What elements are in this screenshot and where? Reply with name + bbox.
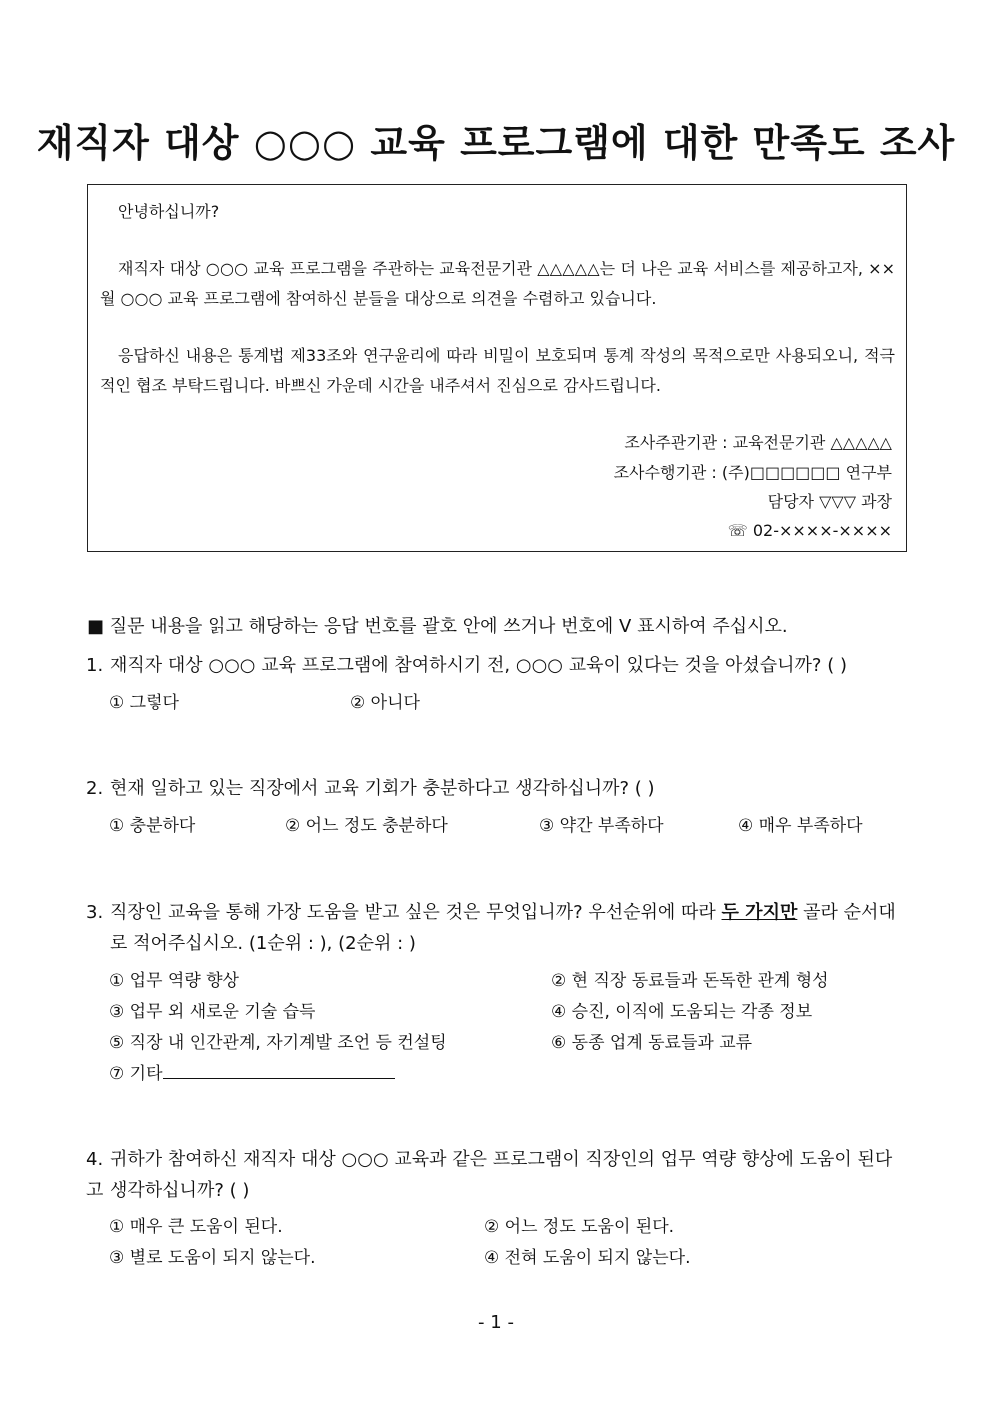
q2-option-4[interactable]: ④ 매우 부족하다 [738,816,863,836]
question-1-text: 재직자 대상 ○○○ 교육 프로그램에 참여하시기 전, ○○○ 교육이 있다는 것을 아셨습니까? ( ) [110,655,847,676]
q3-option-2[interactable]: ② 현 직장 동료들과 돈독한 관계 형성 [551,971,829,991]
contact-person: 담당자 ▽▽▽ 과장 [767,492,892,511]
q3-option-7-label: ⑦ 기타 [109,1064,163,1084]
question-4-number: 4. [86,1149,104,1170]
question-3-text-end: 골라 순서대 [797,902,896,923]
q2-option-2[interactable]: ② 어느 정도 충분하다 [285,816,448,836]
q3-option-4[interactable]: ④ 승진, 이직에 도움되는 각종 정보 [551,1002,813,1022]
question-3-text: 직장인 교육을 통해 가장 도움을 받고 싶은 것은 무엇입니까? 우선순위에 따라 [110,902,722,923]
question-3 [86,897,908,928]
question-4-text: 귀하가 참여하신 재직자 대상 ○○○ 교육과 같은 프로그램이 직장인의 업무 역량 향상에 도움이 된다고 [86,1149,893,1201]
q4-option-1[interactable]: ① 매우 큰 도움이 된다. [109,1217,283,1237]
q3-option-6[interactable]: ⑥ 동종 업계 동료들과 교류 [551,1033,753,1053]
question-3-emphasis: 두 가지만 [721,902,798,923]
q1-option-2[interactable]: ② 아니다 [350,693,420,713]
intro-greeting: 안녕하십니까? [118,202,220,221]
question-2-text: 현재 일하고 있는 직장에서 교육 기회가 충분하다고 생각하십니까? ( ) [110,778,655,799]
instruction: ■ 질문 내용을 읽고 해당하는 응답 번호를 괄호 안에 쓰거나 번호에 V 표시하여 주십시오. [87,616,788,637]
q4-option-3[interactable]: ③ 별로 도움이 되지 않는다. [109,1248,316,1268]
q3-option-7[interactable] [109,1059,395,1084]
intro-box [87,184,907,552]
other-blank-line[interactable] [163,1060,395,1079]
q3-option-5[interactable]: ⑤ 직장 내 인간관계, 자기계발 조언 등 컨설팅 [109,1033,447,1053]
contact-phone: ☏ 02-××××-×××× [727,521,892,540]
question-4-line-2: 생각하십니까? ( ) [110,1180,250,1201]
q2-option-1[interactable]: ① 충분하다 [109,816,196,836]
q1-option-1[interactable]: ① 그렇다 [109,693,179,713]
question-1 [86,650,908,681]
question-2-number: 2. [86,778,104,799]
intro-paragraph-2: 응답하신 내용은 통계법 제33조와 연구윤리에 따라 비밀이 보호되며 통계 작성의 목적으로만 사용되오니, 적극적인 협조 부탁드립니다. 바쁘신 가운데 시간을 내주셔서 진심으로 감사드립니다. [100,346,895,395]
page-number: - 1 - [478,1312,514,1333]
q3-option-3[interactable]: ③ 업무 외 새로운 기술 습득 [109,1002,316,1022]
question-2 [86,773,908,804]
question-3-line-2: 로 적어주십시오. (1순위 : ), (2순위 : ) [110,933,416,954]
q4-option-4[interactable]: ④ 전혀 도움이 되지 않는다. [484,1248,691,1268]
page-title: 재직자 대상 ○○○ 교육 프로그램에 대한 만족도 조사 [36,121,956,165]
survey-executor: 조사수행기관 : (주)□□□□□□ 연구부 [613,463,892,482]
q3-option-1[interactable]: ① 업무 역량 향상 [109,971,239,991]
survey-organizer: 조사주관기관 : 교육전문기관 △△△△△ [624,433,892,452]
q2-option-3[interactable]: ③ 약간 부족하다 [539,816,664,836]
q4-option-2[interactable]: ② 어느 정도 도움이 된다. [484,1217,675,1237]
question-3-number: 3. [86,902,104,923]
question-1-number: 1. [86,655,104,676]
intro-paragraph-1: 재직자 대상 ○○○ 교육 프로그램을 주관하는 교육전문기관 △△△△△는 더 나은 교육 서비스를 제공하고자, ××월 ○○○ 교육 프로그램에 참여하신 분들을 대상으로 의견을 수렴하고 있습니다. [100,259,895,308]
